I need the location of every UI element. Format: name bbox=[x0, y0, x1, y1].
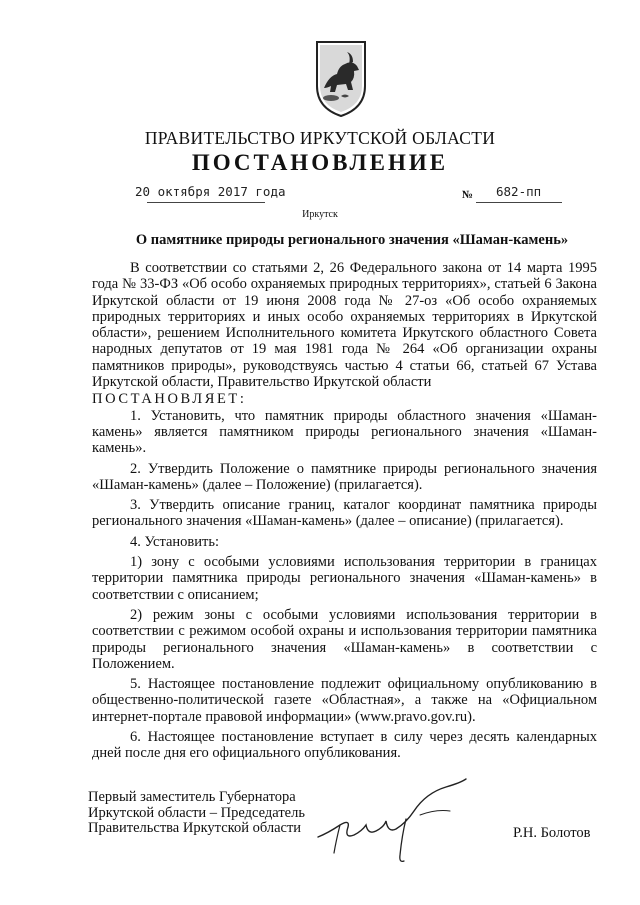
handwritten-signature-icon bbox=[310, 775, 480, 865]
position-line-3: Правительства Иркутской области bbox=[88, 820, 302, 836]
item-5: 5. Настоящее постановление подлежит официальному опубликованию в общественно-политической газете «Областная», а также на «Официальном интернет-портале правовой информации» (www.pravo.gov.ru). bbox=[92, 676, 597, 725]
item-2: 2. Утвердить Положение о памятнике природы регионального значения «Шаман-камень» (далее – Положение) (прилагается). bbox=[92, 460, 597, 493]
item-3: 3. Утвердить описание границ, каталог координат памятника природы регионального значения «Шаман-камень» (далее – описание) (прилагается). bbox=[92, 497, 597, 530]
signatory-position bbox=[88, 790, 305, 837]
item-4: 4. Установить: bbox=[130, 533, 220, 550]
document-date: 20 октября 2017 года bbox=[135, 184, 286, 199]
item-4-subitem-2: 2) режим зоны с особыми условиями использования территории в соответствии с режимом особой охраны и использования территории памятника природы регионального значения «Шаман-камень» в соответствии с Положением. bbox=[92, 606, 597, 672]
number-underline bbox=[476, 202, 562, 203]
date-underline bbox=[147, 202, 265, 203]
signatory-name: Р.Н. Болотов bbox=[513, 825, 591, 841]
position-line-1: Первый заместитель Губернатора bbox=[88, 789, 296, 805]
city-name: Иркутск bbox=[302, 209, 338, 220]
number-sign: № bbox=[462, 189, 474, 201]
item-1: 1. Установить, что памятник природы областного значения «Шаман-камень» является памятником природы регионального значения «Шаман-камень». bbox=[92, 407, 597, 457]
preamble-paragraph: В соответствии со статьями 2, 26 Федерального закона от 14 марта 1995 года № 33-ФЗ «Об особо охраняемых природных территориях», статьей 6 Закона Иркутской области от 19 июня 2008 года № 27-оз «Об особо охраняемых природных территориях и иных особо охраняемых территориях в Иркутской области», решением Исполнительного комитета Иркутского областного Совета народных депутатов от 19 мая 1981 года № 264 «Об организации охраны памятников природы», руководствуясь частью 4 статьи 66, статьей 67 Устава Иркутской области, Правительство Иркутской области bbox=[92, 260, 597, 391]
position-line-2: Иркутской области – Председатель bbox=[88, 804, 305, 821]
item-4-subitem-1: 1) зону с особыми условиями использования территории в границах территории памятника природы регионального значения «Шаман-камень» в соответствии с описанием; bbox=[92, 554, 597, 603]
document-type: ПОСТАНОВЛЕНИЕ bbox=[191, 150, 449, 175]
irkutsk-coat-of-arms-icon bbox=[315, 40, 367, 118]
document-body bbox=[92, 260, 597, 762]
document-title: О памятнике природы регионального значения «Шаман-камень» bbox=[135, 232, 569, 248]
document-number: 682-пп bbox=[496, 184, 542, 199]
item-6: 6. Настоящее постановление вступает в силу через десять календарных дней после дня его официального опубликования. bbox=[92, 729, 597, 762]
agency-name: ПРАВИТЕЛЬСТВО ИРКУТСКОЙ ОБЛАСТИ bbox=[144, 128, 496, 148]
resolve-heading: ПОСТАНОВЛЯЕТ: bbox=[92, 391, 247, 408]
